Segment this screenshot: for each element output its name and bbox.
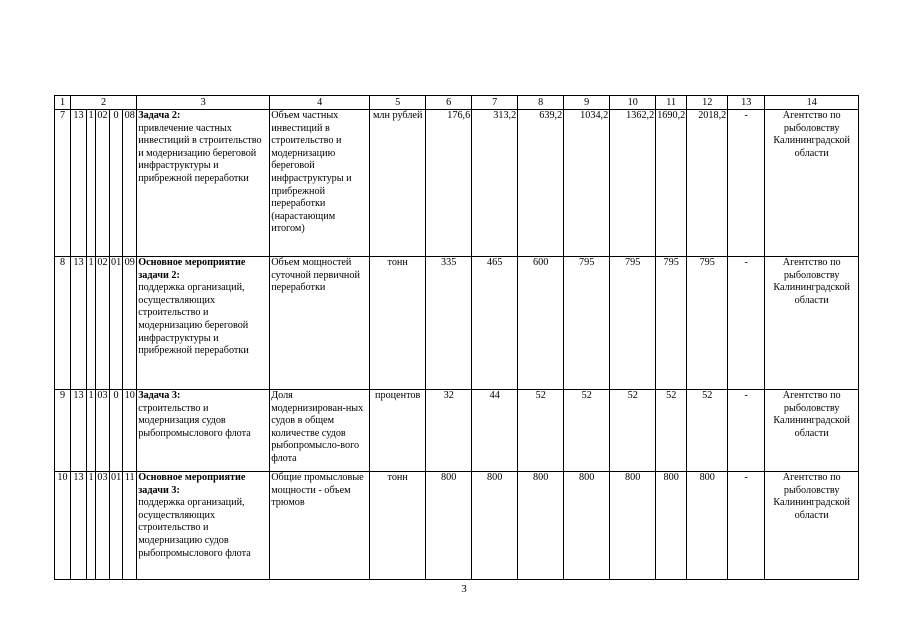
task-cell	[137, 472, 270, 580]
code-cell: 13	[71, 257, 87, 390]
task-title: Задача 2:	[138, 110, 181, 121]
col-header: 9	[564, 96, 610, 110]
value-cell: 52	[518, 390, 564, 472]
code-cell: 1	[87, 257, 96, 390]
indicator-cell: Объем мощностей суточной первичной переработки	[270, 257, 370, 390]
value-cell: 795	[564, 257, 610, 390]
col13-cell: -	[728, 110, 765, 257]
value-cell: 1690,2	[656, 110, 687, 257]
code-cell: 03	[96, 390, 110, 472]
task-title: Основное мероприятие задачи 2:	[138, 257, 246, 281]
col-header: 11	[656, 96, 687, 110]
code-cell: 1	[87, 390, 96, 472]
code-cell: 03	[96, 472, 110, 580]
value-cell: 52	[564, 390, 610, 472]
agency-cell: Агентство по рыболовству Калининградской области	[765, 390, 859, 472]
col-header: 3	[137, 96, 270, 110]
value-cell: 52	[656, 390, 687, 472]
value-cell: 600	[518, 257, 564, 390]
code-cell: 01	[110, 257, 123, 390]
col-header: 12	[687, 96, 728, 110]
col-header: 4	[270, 96, 370, 110]
value-cell: 795	[687, 257, 728, 390]
task-title: Основное мероприятие задачи 3:	[138, 472, 246, 496]
col13-cell: -	[728, 257, 765, 390]
task-text: поддержка организаций, осуществляющих строительство и модернизацию береговой инфраструктуры и прибрежной переработки	[138, 282, 249, 357]
value-cell: 1034,2	[564, 110, 610, 257]
table-row	[55, 472, 859, 580]
code-cell: 13	[71, 472, 87, 580]
unit-cell: тонн	[370, 472, 426, 580]
task-text: поддержка организаций, осуществляющих строительство и модернизацию судов рыбопромыслового флота	[138, 497, 251, 559]
col-header: 10	[610, 96, 656, 110]
row-number: 9	[55, 390, 71, 472]
col-header: 8	[518, 96, 564, 110]
header-row	[55, 96, 859, 110]
value-cell: 52	[687, 390, 728, 472]
col-header: 2	[71, 96, 137, 110]
unit-cell: тонн	[370, 257, 426, 390]
code-cell: 13	[71, 390, 87, 472]
value-cell: 44	[472, 390, 518, 472]
code-cell: 0	[110, 110, 123, 257]
value-cell: 2018,2	[687, 110, 728, 257]
agency-cell: Агентство по рыболовству Калининградской области	[765, 472, 859, 580]
row-number: 7	[55, 110, 71, 257]
col-header: 7	[472, 96, 518, 110]
value-cell: 795	[610, 257, 656, 390]
task-text: строительство и модернизация судов рыбопромыслового флота	[138, 402, 251, 439]
table-row	[55, 257, 859, 390]
agency-cell: Агентство по рыболовству Калининградской области	[765, 110, 859, 257]
task-cell	[137, 110, 270, 257]
code-cell: 13	[71, 110, 87, 257]
value-cell: 1362,2	[610, 110, 656, 257]
row-number: 10	[55, 472, 71, 580]
indicator-cell: Общие промысловые мощности - объем трюмов	[270, 472, 370, 580]
code-cell: 1	[87, 472, 96, 580]
table-row	[55, 110, 859, 257]
value-cell: 800	[610, 472, 656, 580]
row-number: 8	[55, 257, 71, 390]
task-cell	[137, 390, 270, 472]
col-header: 5	[370, 96, 426, 110]
col13-cell: -	[728, 390, 765, 472]
indicator-cell: Объем частных инвестиций в строительство и модернизацию береговой инфраструктуры и прибрежной переработки (нарастающим итогом)	[270, 110, 370, 257]
value-cell: 800	[687, 472, 728, 580]
page-number: 3	[461, 583, 467, 595]
unit-cell: процентов	[370, 390, 426, 472]
col13-cell: -	[728, 472, 765, 580]
unit-cell: млн рублей	[370, 110, 426, 257]
value-cell: 32	[426, 390, 472, 472]
code-cell: 10	[123, 390, 137, 472]
value-cell: 52	[610, 390, 656, 472]
value-cell: 800	[472, 472, 518, 580]
indicator-cell: Доля модернизирован-ных судов в общем количестве судов рыбопромысло-вого флота	[270, 390, 370, 472]
code-cell: 11	[123, 472, 137, 580]
value-cell: 800	[656, 472, 687, 580]
value-cell: 795	[656, 257, 687, 390]
code-cell: 01	[110, 472, 123, 580]
value-cell: 335	[426, 257, 472, 390]
task-text: привлечение частных инвестиций в строительство и модернизацию береговой инфраструктуры и прибрежной переработки	[138, 122, 262, 184]
value-cell: 313,2	[472, 110, 518, 257]
value-cell: 800	[564, 472, 610, 580]
value-cell: 176,6	[426, 110, 472, 257]
col-header: 14	[765, 96, 859, 110]
code-cell: 08	[123, 110, 137, 257]
col-header: 6	[426, 96, 472, 110]
agency-cell: Агентство по рыболовству Калининградской области	[765, 257, 859, 390]
value-cell: 800	[426, 472, 472, 580]
col-header: 1	[55, 96, 71, 110]
task-cell	[137, 257, 270, 390]
table-row	[55, 390, 859, 472]
task-title: Задача 3:	[138, 390, 181, 401]
value-cell: 639,2	[518, 110, 564, 257]
col-header: 13	[728, 96, 765, 110]
code-cell: 09	[123, 257, 137, 390]
indicators-table	[54, 95, 859, 580]
code-cell: 02	[96, 257, 110, 390]
value-cell: 465	[472, 257, 518, 390]
code-cell: 1	[87, 110, 96, 257]
code-cell: 0	[110, 390, 123, 472]
code-cell: 02	[96, 110, 110, 257]
value-cell: 800	[518, 472, 564, 580]
